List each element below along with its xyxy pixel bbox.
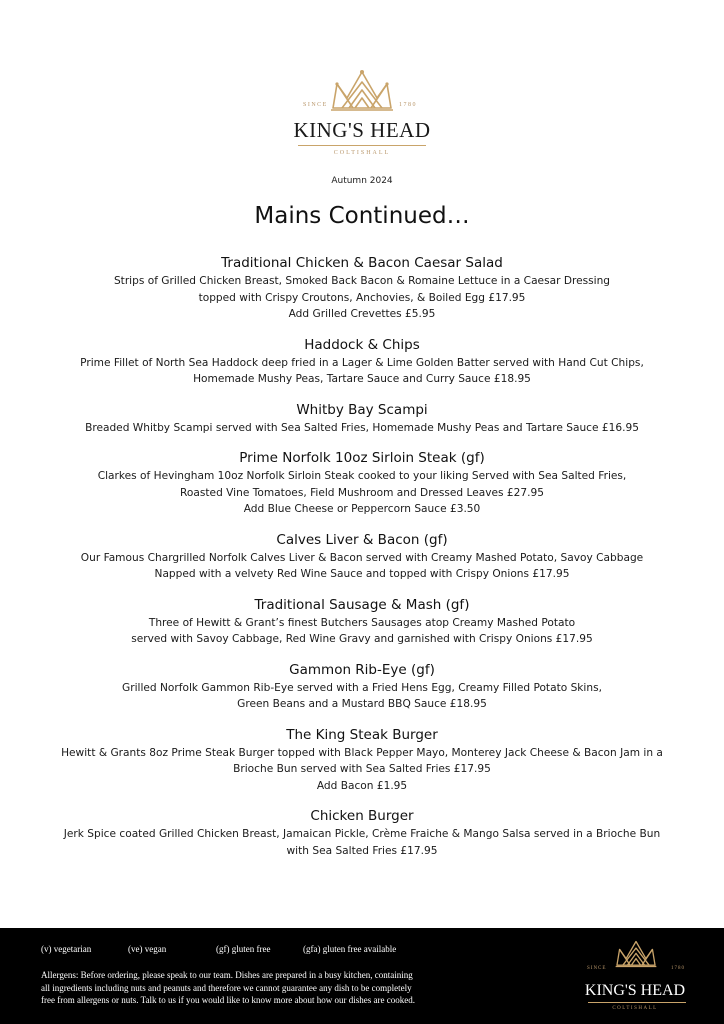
dish-description-line: Hewitt & Grants 8oz Prime Steak Burger topped with Black Pepper Mayo, Monterey Jack Cheese & Bacon Jam in a xyxy=(61,746,663,759)
dish-addon: Add Bacon £1.95 xyxy=(316,779,408,792)
dish-item xyxy=(20,336,704,388)
dish-list xyxy=(20,254,704,872)
dish-description-line: Breaded Whitby Scampi served with Sea Salted Fries, Homemade Mushy Peas and Tartare Sauce £16.95 xyxy=(85,421,639,434)
dish-name: The King Steak Burger xyxy=(286,726,438,743)
dish-item xyxy=(20,401,704,437)
crown-icon xyxy=(327,68,397,114)
footer xyxy=(0,928,724,1024)
footer-since-label: SINCE xyxy=(587,966,607,971)
dish-item xyxy=(20,726,704,795)
header-logo xyxy=(0,68,724,114)
page-title: Mains Continued… xyxy=(254,203,470,229)
footer-brand-name: KING'S HEAD xyxy=(584,982,686,999)
dish-name: Whitby Bay Scampi xyxy=(296,401,428,418)
dish-description-line: Clarkes of Hevingham 10oz Norfolk Sirloin Steak cooked to your liking Served with Sea Salted Fries, xyxy=(97,470,627,482)
crown-icon xyxy=(613,938,659,970)
dish-description-line: Brioche Bun served with Sea Salted Fries £17.95 xyxy=(233,763,491,775)
dish-name: Calves Liver & Bacon (gf) xyxy=(276,531,448,548)
footer-brand-place: COLTISHALL xyxy=(612,1006,658,1011)
dish-item xyxy=(20,661,704,713)
brand-place: COLTISHALL xyxy=(333,150,391,156)
dish-description-line: topped with Crispy Croutons, Anchovies, & Boiled Egg £17.95 xyxy=(198,291,526,304)
dish-name: Traditional Chicken & Bacon Caesar Salad xyxy=(221,255,503,271)
footer-brand-underline xyxy=(588,1002,686,1003)
dish-description-line: Our Famous Chargrilled Norfolk Calves Liver & Bacon served with Creamy Mashed Potato, Savoy Cabbage xyxy=(80,551,644,564)
brand-name: KING'S HEAD xyxy=(293,118,431,142)
brand-underline xyxy=(298,145,426,146)
dish-description-line: with Sea Salted Fries £17.95 xyxy=(286,844,438,857)
allergen-line: all ingredients including nuts and peanuts and therefore we cannot guarantee any dish to be completely xyxy=(41,982,412,993)
dish-description-line: Napped with a velvety Red Wine Sauce and topped with Crispy Onions £17.95 xyxy=(154,568,570,580)
dish-description-line: Prime Fillet of North Sea Haddock deep fried in a Lager & Lime Golden Batter served with Hand Cut Chips, xyxy=(80,356,644,369)
menu-season: Autumn 2024 xyxy=(331,176,393,186)
dish-item xyxy=(20,807,704,859)
dish-description-line: Homemade Mushy Peas, Tartare Sauce and Curry Sauce £18.95 xyxy=(193,373,531,385)
dish-item xyxy=(20,596,704,648)
dish-description-line: Grilled Norfolk Gammon Rib-Eye served with a Fried Hens Egg, Creamy Filled Potato Skins, xyxy=(122,681,602,694)
dish-addon: Add Grilled Crevettes £5.95 xyxy=(288,308,436,320)
dish-description-line: served with Savoy Cabbage, Red Wine Gravy and garnished with Crispy Onions £17.95 xyxy=(131,633,593,645)
dish-name: Chicken Burger xyxy=(310,808,414,824)
dish-description-line: Green Beans and a Mustard BBQ Sauce £18.95 xyxy=(237,698,487,710)
since-label: SINCE xyxy=(303,102,328,108)
dish-item xyxy=(20,449,704,518)
dish-name: Haddock & Chips xyxy=(304,336,420,353)
dish-name: Prime Norfolk 10oz Sirloin Steak (gf) xyxy=(239,450,485,466)
dish-item xyxy=(20,531,704,583)
dish-item xyxy=(20,254,704,323)
allergen-line: free from allergens or nuts. Talk to us if you would like to know more about how our dishes are cooked. xyxy=(41,995,415,1005)
legend-gluten-free: (gf) gluten free xyxy=(216,944,271,954)
legend-vegan: (ve) vegan xyxy=(128,944,167,954)
dish-name: Traditional Sausage & Mash (gf) xyxy=(254,596,470,613)
allergen-notice xyxy=(41,969,511,1007)
dish-name: Gammon Rib-Eye (gf) xyxy=(289,661,435,678)
footer-since-year: 1780 xyxy=(671,966,685,971)
since-year: 1780 xyxy=(399,102,417,108)
allergen-line: Allergens: Before ordering, please speak to our team. Dishes are prepared in a busy kitchen, containing xyxy=(41,970,413,980)
legend-vegetarian: (v) vegetarian xyxy=(41,944,92,954)
dish-description-line: Three of Hewitt & Grant’s finest Butchers Sausages atop Creamy Mashed Potato xyxy=(148,616,576,629)
footer-logo xyxy=(575,934,695,1020)
dish-description-line: Strips of Grilled Chicken Breast, Smoked Back Bacon & Romaine Lettuce in a Caesar Dressing xyxy=(113,275,611,287)
dish-description-line: Jerk Spice coated Grilled Chicken Breast, Jamaican Pickle, Crème Fraiche & Mango Salsa served in a Brioche Bun xyxy=(63,828,661,840)
dish-addon: Add Blue Cheese or Peppercorn Sauce £3.50 xyxy=(243,503,481,515)
dish-description-line: Roasted Vine Tomatoes, Field Mushroom and Dressed Leaves £27.95 xyxy=(180,486,544,499)
legend-gluten-free-available: (gfa) gluten free available xyxy=(303,944,397,954)
